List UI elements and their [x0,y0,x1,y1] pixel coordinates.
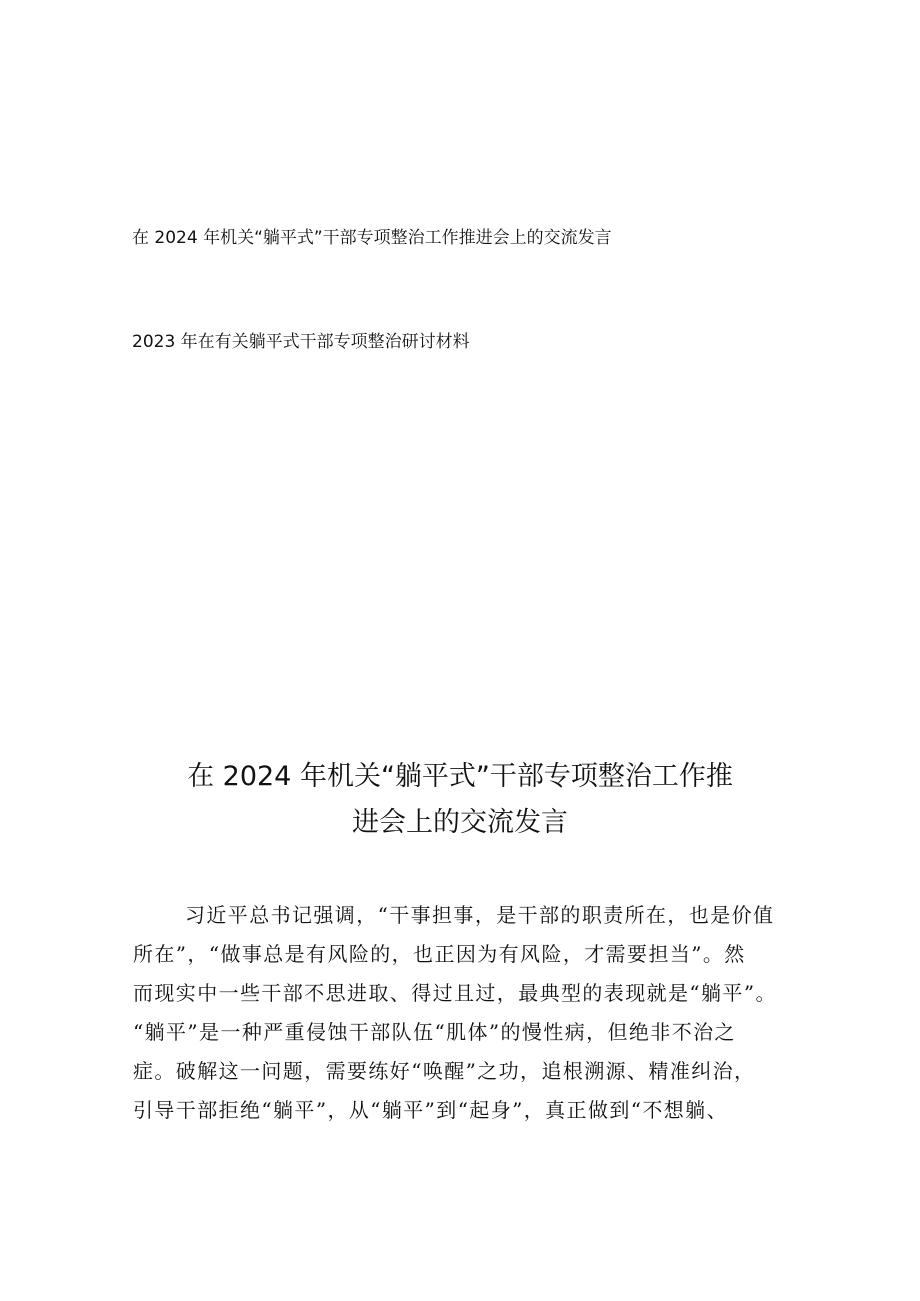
body-line: 所在”，“做事总是有风险的，也正因为有风险，才需要担当”。然 [133,942,746,966]
body-line: 习近平总书记强调，“干事担事，是干部的职责所在，也是价值 [185,903,775,927]
body-line: 症。破解这一问题，需要练好“唤醒”之功，追根溯源、精准纠治， [133,1059,756,1083]
article-title-line: 进会上的交流发言 [352,807,568,838]
toc-item[interactable]: 2023 年在有关躺平式干部专项整治研讨材料 [132,332,470,352]
article-body [133,896,823,1130]
article-title [0,754,920,846]
body-line: 引导干部拒绝“躺平”，从“躺平”到“起身”，真正做到“不想躺、 [133,1098,728,1122]
toc-item[interactable]: 在 2024 年机关“躺平式”干部专项整治工作推进会上的交流发言 [132,228,612,248]
article-title-line: 在 2024 年机关“躺平式”干部专项整治工作推 [187,761,733,792]
body-line: 而现实中一些干部不思进取、得过且过，最典型的表现就是“躺平”。 [133,981,777,1005]
body-line: “躺平”是一种严重侵蚀干部队伍“肌体”的慢性病，但绝非不治之 [133,1020,736,1044]
